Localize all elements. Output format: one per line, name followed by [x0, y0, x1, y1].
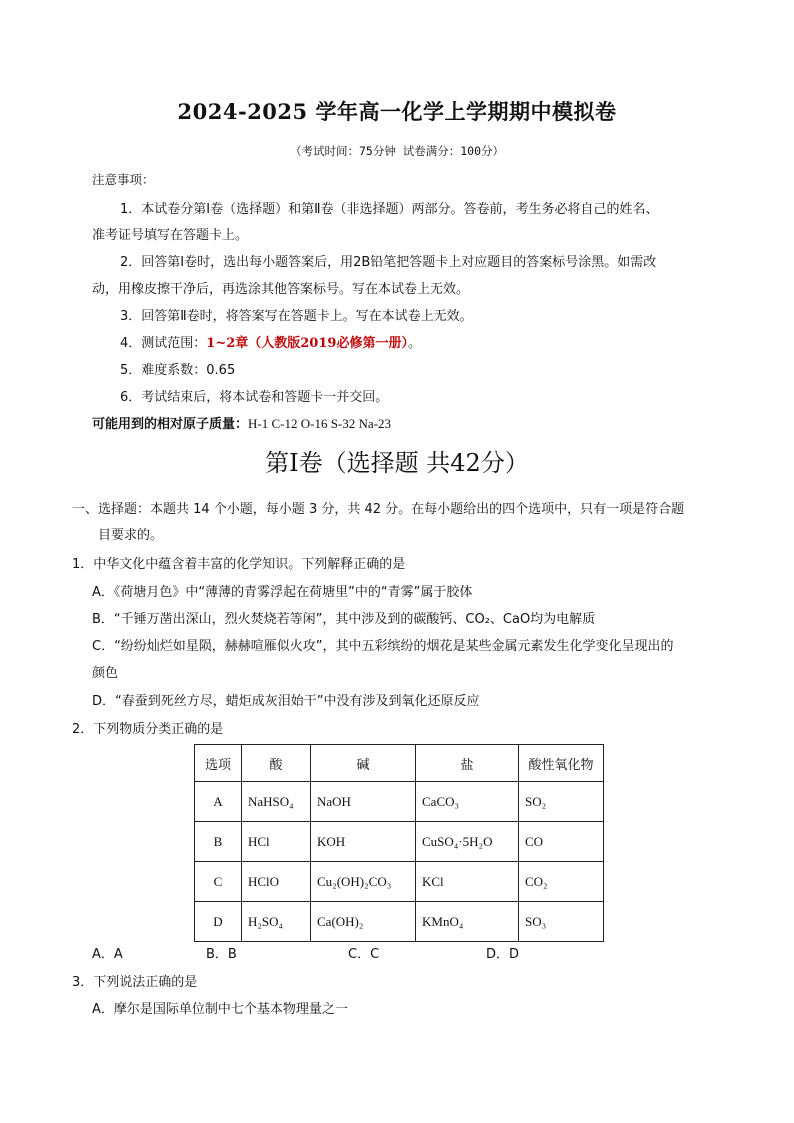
question-2-option-a: A．A — [92, 947, 123, 962]
table-header-cell: 选项 — [195, 745, 242, 782]
exam-subtitle: （考试时间：75分钟 试卷满分：100分） — [289, 144, 505, 158]
note-item-1-line-2: 准考证号填写在答题卡上。 — [92, 228, 249, 243]
question-2-option-c: C．C — [348, 947, 380, 962]
atomic-mass-line — [92, 413, 391, 432]
table-cell: NaHSO₄ — [242, 782, 311, 822]
table-row — [195, 782, 604, 822]
question-2-option-d: D．D — [486, 947, 520, 962]
table-header-cell: 酸性氧化物 — [519, 745, 604, 782]
note-item-1-line-1: 1．本试卷分第Ⅰ卷（选择题）和第Ⅱ卷（非选择题）两部分。答卷前，考生务必将自己的姓名、 — [120, 202, 659, 217]
table-cell: CaCO₃ — [416, 782, 519, 822]
table-row — [195, 862, 604, 902]
table-cell: SO₂ — [519, 782, 604, 822]
table-cell: Ca(OH)₂ — [311, 902, 416, 942]
table-cell: CO₂ — [519, 862, 604, 902]
section-intro-line-1: 一、选择题：本题共 14 个小题，每小题 3 分，共 42 分。在每小题给出的四个选项中，只有一项是符合题 — [72, 502, 685, 517]
table-cell: NaOH — [311, 782, 416, 822]
table-cell: KOH — [311, 822, 416, 862]
table-cell: CO — [519, 822, 604, 862]
table-header-cell: 碱 — [311, 745, 416, 782]
note-item-2-line-2: 动，用橡皮擦干净后，再选涂其他答案标号。写在本试卷上无效。 — [92, 282, 470, 297]
question-1-stem: 1．中华文化中蕴含着丰富的化学知识。下列解释正确的是 — [72, 557, 406, 572]
table-cell: HCl — [242, 822, 311, 862]
question-1-option-b: B．“千锤万凿出深山，烈火焚烧若等闲”，其中涉及到的碳酸钙、CO₂、CaO均为电解质 — [92, 612, 596, 627]
table-header-cell: 酸 — [242, 745, 311, 782]
table-cell: CuSO₄·5H₂O — [416, 822, 519, 862]
exam-title: 2024-2025 学年高一化学上学期期中模拟卷 — [177, 99, 617, 124]
table-cell: HClO — [242, 862, 311, 902]
question-1-option-d: D．“春蚕到死丝方尽，蜡炬成灰泪始干”中没有涉及到氧化还原反应 — [92, 694, 480, 709]
question-1-option-c-line-1: C．“纷纷灿烂如星陨，赫赫喧雁似火攻”，其中五彩缤纷的烟花是某些金属元素发生化学变化呈现出的 — [92, 639, 674, 654]
question-1-option-a: A．《荷塘月色》中“薄薄的青雾浮起在荷塘里”中的“青雾”属于胶体 — [92, 585, 473, 600]
table-header-cell: 盐 — [416, 745, 519, 782]
atomic-mass-values: H-1 C-12 O-16 S-32 Na-23 — [248, 416, 391, 431]
notes-heading: 注意事项： — [92, 172, 155, 187]
table-cell: SO₃ — [519, 902, 604, 942]
note-item-6: 6．考试结束后，将本试卷和答题卡一并交回。 — [120, 390, 389, 405]
note-item-5: 5．难度系数：0.65 — [120, 363, 236, 378]
note-item-4-suffix: 。 — [407, 336, 421, 351]
table-cell: H₂SO₄ — [242, 902, 311, 942]
section-intro-line-2: 目要求的。 — [98, 528, 164, 543]
question-1-option-c-line-2: 颜色 — [92, 666, 119, 681]
table-cell: D — [195, 902, 242, 942]
question-2-option-b: B．B — [206, 947, 237, 962]
table-cell: C — [195, 862, 242, 902]
table-cell: KMnO₄ — [416, 902, 519, 942]
note-item-3: 3．回答第Ⅱ卷时，将答案写在答题卡上。写在本试卷上无效。 — [120, 309, 473, 324]
note-item-4 — [120, 332, 421, 351]
table-row — [195, 822, 604, 862]
question-3-option-a: A．摩尔是国际单位制中七个基本物理量之一 — [92, 1002, 348, 1017]
table-row — [195, 902, 604, 942]
table-cell: A — [195, 782, 242, 822]
classification-table — [194, 744, 604, 942]
note-item-4-prefix: 4．测试范围： — [120, 336, 207, 351]
question-2-stem: 2．下列物质分类正确的是 — [72, 722, 224, 737]
table-cell: KCl — [416, 862, 519, 902]
table-cell: B — [195, 822, 242, 862]
table-cell: Cu₂(OH)₂CO₃ — [311, 862, 416, 902]
atomic-mass-label: 可能用到的相对原子质量： — [92, 417, 249, 432]
test-scope: 1~2章（人教版2019必修第一册） — [206, 336, 408, 351]
section-heading: 第Ⅰ卷（选择题 共42分） — [265, 449, 529, 477]
table-header-row — [195, 745, 604, 782]
question-3-stem: 3．下列说法正确的是 — [72, 975, 198, 990]
note-item-2-line-1: 2．回答第Ⅰ卷时，选出每小题答案后，用2B铅笔把答题卡上对应题目的答案标号涂黑。如需改 — [120, 255, 657, 270]
